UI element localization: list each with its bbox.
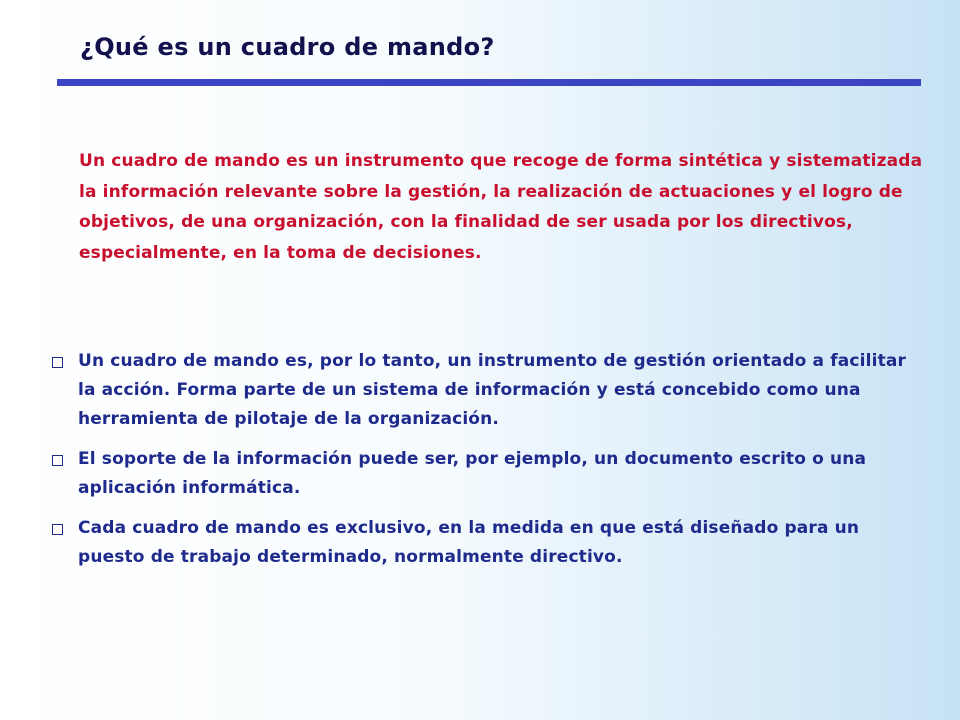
bullet-text: Un cuadro de mando es, por lo tanto, un instrumento de gestión orientado a facilitar la acción. Forma parte de un sistema de información y está concebido como una herramienta de pilotaje de la organización.	[78, 351, 907, 429]
square-bullet-icon	[52, 357, 63, 368]
bullet-item	[48, 445, 928, 503]
bullet-text: El soporte de la información puede ser, por ejemplo, un documento escrito o una aplicación informática.	[78, 449, 867, 498]
definition-paragraph: Un cuadro de mando es un instrumento que recoge de forma sintética y sistematizada la información relevante sobre la gestión, la realización de actuaciones y el logro de objetivos, de una organización, con la finalidad de ser usada por los directivos, especialmente, en la toma de decisiones.	[79, 151, 923, 263]
square-bullet-icon	[52, 524, 63, 535]
square-bullet-icon	[52, 455, 63, 466]
bullet-item	[48, 514, 928, 572]
bullet-list	[48, 347, 928, 583]
bullet-item	[48, 347, 928, 434]
bullet-text: Cada cuadro de mando es exclusivo, en la medida en que está diseñado para un puesto de trabajo determinado, normalmente directivo.	[78, 518, 860, 567]
slide-title: ¿Qué es un cuadro de mando?	[80, 33, 495, 61]
title-underline	[57, 79, 921, 86]
